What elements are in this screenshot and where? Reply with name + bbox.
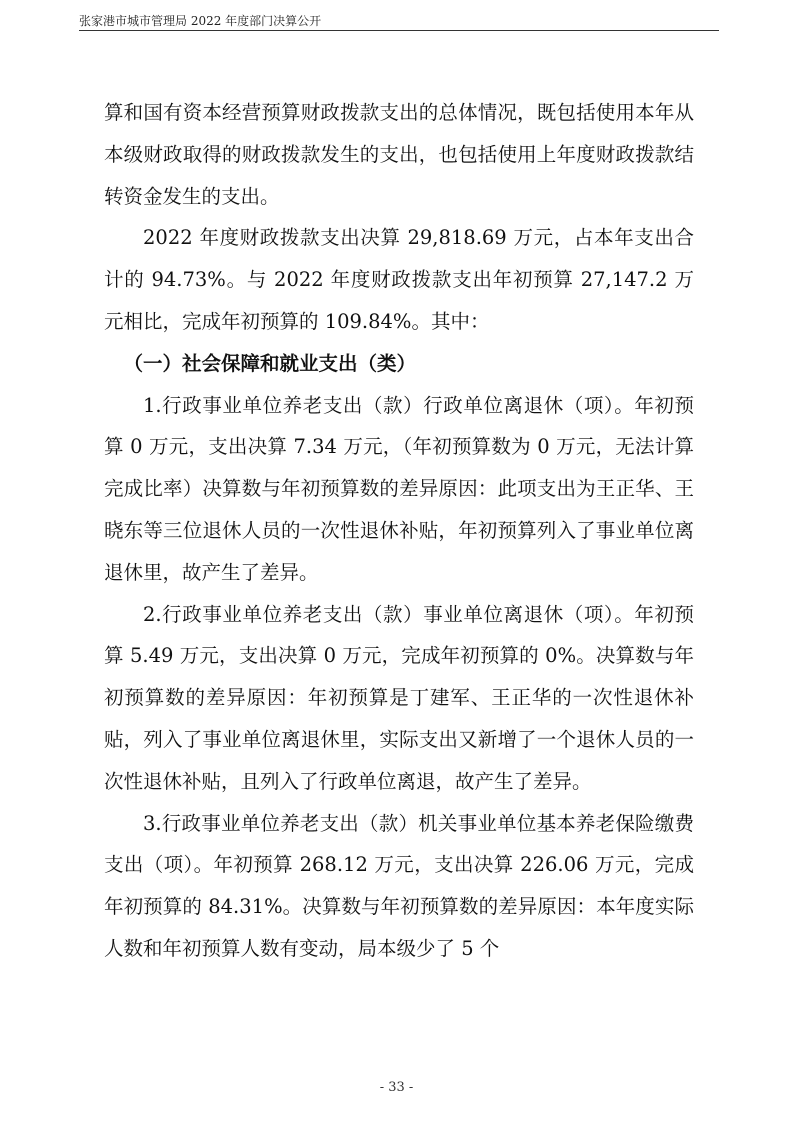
paragraph-summary: 2022 年度财政拨款支出决算 29,818.69 万元，占本年支出合计的 94.73%。与 2022 年度财政拨款支出年初预算 27,147.2 万元相比，完成年初预算的 109.84%。其中： [104, 226, 694, 333]
running-header: 张家港市城市管理局 2022 年度部门决算公开 [79, 14, 322, 28]
page-number: - 33 - [379, 1080, 414, 1095]
document-body [104, 92, 694, 970]
header-divider [79, 30, 719, 31]
list-item-3: 3.行政事业单位养老支出（款）机关事业单位基本养老保险缴费支出（项）。年初预算 268.12 万元，支出决算 226.06 万元，完成年初预算的 84.31%。决算数与年初预算数的差异原因：本年度实际人数和年初预算人数有变动，局本级少了 5 个 [104, 811, 694, 960]
paragraph-continuation: 算和国有资本经营预算财政拨款支出的总体情况，既包括使用本年从本级财政取得的财政拨款发生的支出，也包括使用上年度财政拨款结转资金发生的支出。 [104, 101, 694, 208]
list-item-2: 2.行政事业单位养老支出（款）事业单位离退休（项）。年初预算 5.49 万元，支出决算 0 万元，完成年初预算的 0%。决算数与年初预算数的差异原因：年初预算是丁建军、王正华的一次性退休补贴，列入了事业单位离退休里，实际支出又新增了一个退休人员的一次性退休补贴，且列入了行政单位离退，故产生了差异。 [104, 602, 694, 793]
section-heading: （一）社会保障和就业支出（类） [123, 351, 417, 375]
list-item-1: 1.行政事业单位养老支出（款）行政单位离退休（项）。年初预算 0 万元，支出决算 7.34 万元，（年初预算数为 0 万元，无法计算完成比率）决算数与年初预算数的差异原因：此项支出为王正华、王晓东等三位退休人员的一次性退休补贴，年初预算列入了事业单位离退休里，故产生了差异。 [104, 393, 694, 584]
